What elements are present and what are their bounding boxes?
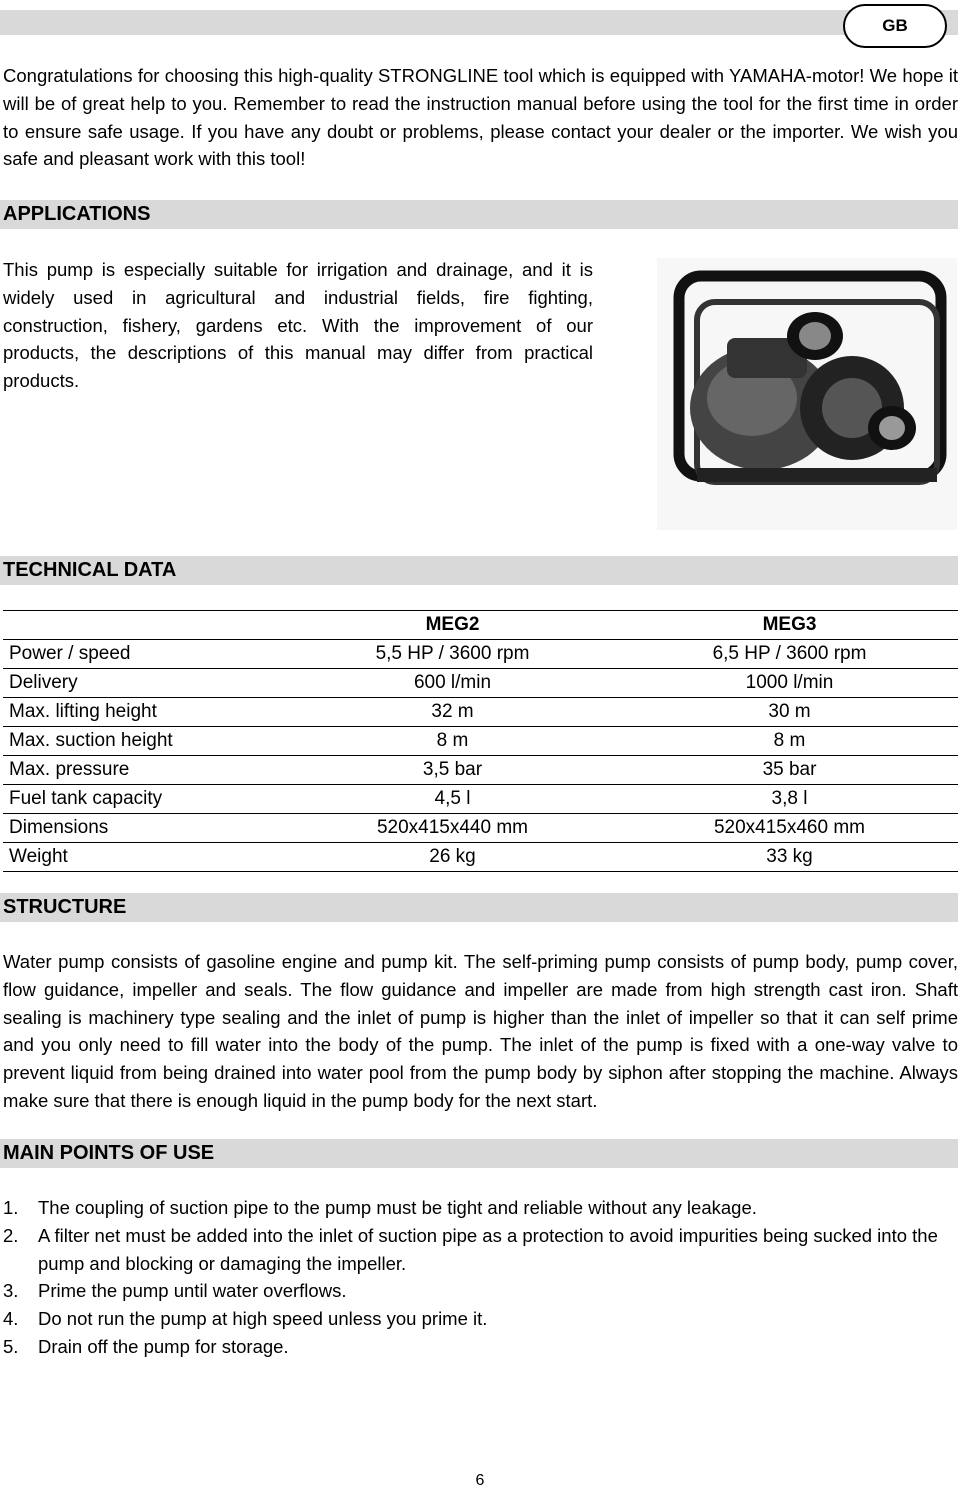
table-cell: 35 bar: [621, 756, 958, 785]
table-cell: Delivery: [3, 669, 284, 698]
table-cell: 3,8 l: [621, 785, 958, 814]
list-text: Drain off the pump for storage.: [38, 1335, 289, 1357]
section-header-technical-data: TECHNICAL DATA: [0, 556, 958, 585]
table-header-row: [3, 611, 958, 640]
table-cell: Dimensions: [3, 814, 284, 843]
section-header-main-points: MAIN POINTS OF USE: [0, 1139, 958, 1168]
table-row: [3, 785, 958, 814]
table-header-cell: [3, 611, 284, 640]
table-cell: 520x415x460 mm: [621, 814, 958, 843]
applications-paragraph: This pump is especially suitable for irrigation and drainage, and it is widely used in agricultural and industrial fields, fire fighting, construction, fishery, gardens etc. With the improvement of our products, the descriptions of this manual may differ from practical products.: [3, 259, 593, 392]
table-row: [3, 698, 958, 727]
table-header-cell: MEG3: [621, 611, 958, 640]
table-cell: 26 kg: [284, 843, 621, 872]
table-row: [3, 814, 958, 843]
table-cell: 600 l/min: [284, 669, 621, 698]
language-badge: GB: [843, 4, 947, 48]
list-number: 3.: [3, 1280, 19, 1302]
header-bar: [0, 10, 958, 35]
list-item: [3, 1333, 958, 1361]
table-cell: Power / speed: [3, 640, 284, 669]
table-cell: Max. pressure: [3, 756, 284, 785]
table-row: [3, 640, 958, 669]
table-cell: Fuel tank capacity: [3, 785, 284, 814]
table-cell: 1000 l/min: [621, 669, 958, 698]
intro-paragraph: Congratulations for choosing this high-quality STRONGLINE tool which is equipped with YAMAHA-motor! We hope it will be of great help to you. Remember to read the instruction manual before using the tool for the first time in order to ensure safe usage. If you have any doubt or problems, please contact your dealer or the importer. We wish you safe and pleasant work with this tool!: [3, 65, 958, 170]
technical-data-table: [3, 610, 958, 872]
list-item: [3, 1222, 958, 1278]
table-cell: Weight: [3, 843, 284, 872]
page-number: 6: [475, 1472, 485, 1489]
section-header-structure: STRUCTURE: [0, 893, 958, 922]
water-pump-image: [657, 258, 957, 530]
main-points-list: [3, 1194, 958, 1361]
list-text: Do not run the pump at high speed unless you prime it.: [38, 1308, 488, 1330]
table-cell: 3,5 bar: [284, 756, 621, 785]
structure-paragraph: Water pump consists of gasoline engine and pump kit. The self-priming pump consists of pump body, pump cover, flow guidance, impeller and seals. The flow guidance and impeller are made from high strength cast iron. Shaft sealing is machinery type sealing and the inlet of pump is higher than the inlet of impeller so that it can self prime and you only need to fill water into the body of the pump. The inlet of the pump is fixed with a one-way valve to prevent liquid from being drained into water pool from the pump body by siphon after stopping the machine. Always make sure that there is enough liquid in the pump body for the next start.: [3, 951, 958, 1111]
table-header-cell: MEG2: [284, 611, 621, 640]
table-cell: 8 m: [621, 727, 958, 756]
table-cell: 5,5 HP / 3600 rpm: [284, 640, 621, 669]
table-cell: 8 m: [284, 727, 621, 756]
list-text: A filter net must be added into the inlet of suction pipe as a protection to avoid impurities being sucked into the pump and blocking or damaging the impeller.: [38, 1224, 938, 1274]
list-number: 1.: [3, 1197, 19, 1218]
list-text: Prime the pump until water overflows.: [38, 1280, 347, 1302]
list-item: [3, 1194, 958, 1222]
table-cell: 33 kg: [621, 843, 958, 872]
list-item: [3, 1277, 958, 1305]
list-text: The coupling of suction pipe to the pump must be tight and reliable without any leakage.: [38, 1197, 757, 1218]
table-cell: 4,5 l: [284, 785, 621, 814]
table-cell: Max. suction height: [3, 727, 284, 756]
section-header-applications: APPLICATIONS: [0, 200, 958, 229]
table-row: [3, 669, 958, 698]
table-row: [3, 843, 958, 872]
table-row: [3, 756, 958, 785]
table-cell: 32 m: [284, 698, 621, 727]
table-cell: 30 m: [621, 698, 958, 727]
table-cell: Max. lifting height: [3, 698, 284, 727]
table-row: [3, 727, 958, 756]
table-cell: 520x415x440 mm: [284, 814, 621, 843]
list-number: 4.: [3, 1308, 19, 1330]
list-item: [3, 1305, 958, 1333]
list-number: 5.: [3, 1335, 19, 1357]
list-number: 2.: [3, 1224, 19, 1246]
table-cell: 6,5 HP / 3600 rpm: [621, 640, 958, 669]
